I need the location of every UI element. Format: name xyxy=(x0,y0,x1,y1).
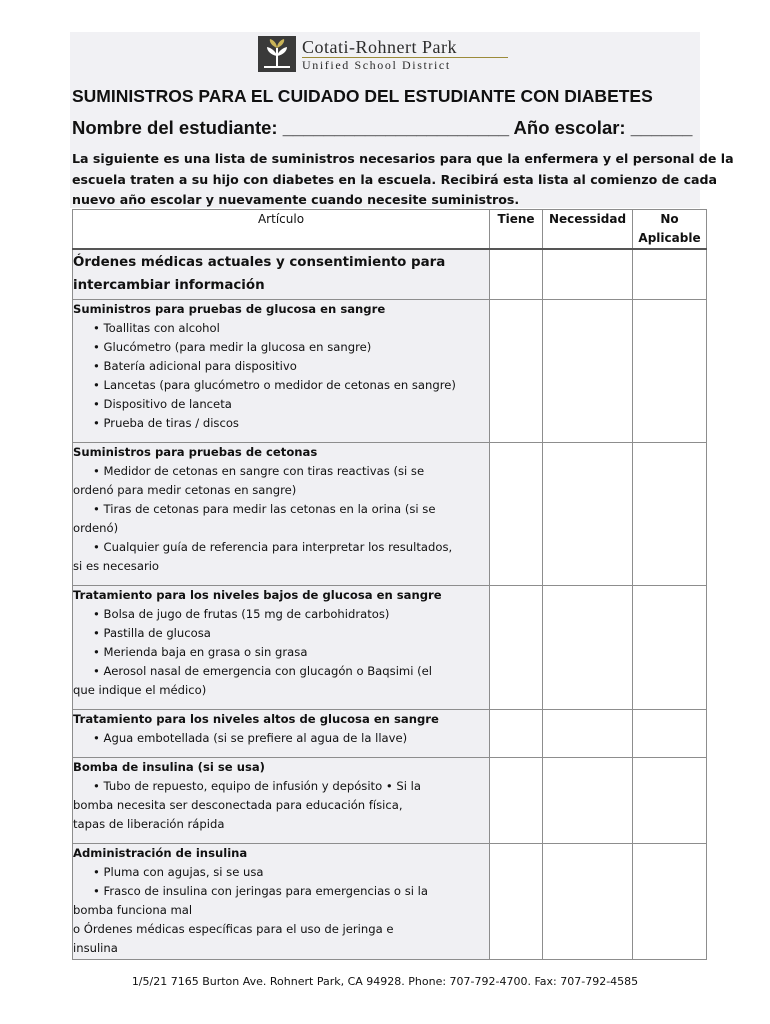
intro-line: escuela traten a su hijo con diabetes en la escuela. Recibirá esta lista al comienzo de cada xyxy=(72,171,718,187)
item-line: insulina xyxy=(73,940,118,955)
item-description xyxy=(73,843,490,959)
item-title: Tratamiento para los niveles altos de glucosa en sangre xyxy=(73,711,439,726)
item-line: • Aerosol nasal de emergencia con glucagón o Baqsimi (el xyxy=(93,663,432,678)
item-line: • Lancetas (para glucómetro o medidor de cetonas en sangre) xyxy=(93,377,456,392)
item-title: intercambiar información xyxy=(73,278,265,293)
table-row xyxy=(73,843,707,959)
item-line: o Órdenes médicas específicas para el uso de jeringa e xyxy=(73,921,394,936)
item-title: Órdenes médicas actuales y consentimiento para xyxy=(73,255,446,270)
table-header-row xyxy=(73,210,707,250)
item-title: Bomba de insulina (si se usa) xyxy=(73,759,265,774)
table-row xyxy=(73,585,707,709)
item-line: • Tubo de repuesto, equipo de infusión y depósito • Si la xyxy=(93,778,421,793)
item-description xyxy=(73,757,490,843)
document-title: SUMINISTROS PARA EL CUIDADO DEL ESTUDIANTE CON DIABETES xyxy=(72,86,653,106)
necessidad-cell[interactable] xyxy=(543,709,633,757)
tiene-cell[interactable] xyxy=(490,709,543,757)
item-line: • Tiras de cetonas para medir las cetonas en la orina (si se xyxy=(93,501,436,516)
header-no-label: No xyxy=(660,212,679,226)
item-line: tapas de liberación rápida xyxy=(73,816,225,831)
item-line: ordenó para medir cetonas en sangre) xyxy=(73,482,297,497)
item-description xyxy=(73,585,490,709)
item-line: • Frasco de insulina con jeringas para emergencias o si la xyxy=(93,883,428,898)
table-row xyxy=(73,249,707,299)
item-line: si es necesario xyxy=(73,558,160,573)
item-line: • Merienda baja en grasa o sin grasa xyxy=(93,644,308,659)
item-line: ordenó) xyxy=(73,520,119,535)
table-row xyxy=(73,757,707,843)
no-aplicable-cell[interactable] xyxy=(633,299,707,442)
tiene-cell[interactable] xyxy=(490,249,543,299)
header-article: Artículo xyxy=(73,210,490,250)
intro-line: La siguiente es una lista de suministros necesarios para que la enfermera y el personal de la xyxy=(72,151,734,166)
tiene-cell[interactable] xyxy=(490,843,543,959)
item-line: • Cualquier guía de referencia para interpretar los resultados, xyxy=(93,539,453,554)
item-line: • Batería adicional para dispositivo xyxy=(93,358,297,373)
item-title: Suministros para pruebas de cetonas xyxy=(73,444,318,459)
header-no-aplicable xyxy=(633,210,707,250)
no-aplicable-cell[interactable] xyxy=(633,709,707,757)
item-line: • Prueba de tiras / discos xyxy=(93,415,239,430)
tiene-cell[interactable] xyxy=(490,299,543,442)
item-line: • Dispositivo de lanceta xyxy=(93,396,232,411)
no-aplicable-cell[interactable] xyxy=(633,757,707,843)
necessidad-cell[interactable] xyxy=(543,249,633,299)
no-aplicable-cell[interactable] xyxy=(633,843,707,959)
table-row xyxy=(73,442,707,585)
item-line: bomba funciona mal xyxy=(73,902,193,917)
item-title: Tratamiento para los niveles bajos de glucosa en sangre xyxy=(73,587,442,602)
tiene-cell[interactable] xyxy=(490,757,543,843)
item-description xyxy=(73,299,490,442)
header-necessidad: Necessidad xyxy=(543,210,633,250)
tiene-cell[interactable] xyxy=(490,585,543,709)
item-title: Suministros para pruebas de glucosa en sangre xyxy=(73,301,386,316)
item-line: bomba necesita ser desconectada para educación física, xyxy=(73,797,403,812)
item-line: • Bolsa de jugo de frutas (15 mg de carbohidratos) xyxy=(93,606,390,621)
table-row xyxy=(73,709,707,757)
item-line: • Toallitas con alcohol xyxy=(93,320,220,335)
item-line: • Agua embotellada (si se prefiere al agua de la llave) xyxy=(93,730,408,745)
table-row xyxy=(73,299,707,442)
header-aplicable-label: Aplicable xyxy=(638,231,701,245)
intro-paragraph xyxy=(72,149,734,211)
necessidad-cell[interactable] xyxy=(543,843,633,959)
item-line: • Pastilla de glucosa xyxy=(93,625,211,640)
necessidad-cell[interactable] xyxy=(543,757,633,843)
item-title: Administración de insulina xyxy=(73,845,248,860)
student-name-line: Nombre del estudiante: ______________________ Año escolar: ______ xyxy=(72,117,693,138)
logo-district-subtitle: Unified School District xyxy=(302,58,451,72)
necessidad-cell[interactable] xyxy=(543,442,633,585)
supplies-table xyxy=(72,209,707,960)
item-line: • Medidor de cetonas en sangre con tiras reactivas (si se xyxy=(93,463,425,478)
necessidad-cell[interactable] xyxy=(543,299,633,442)
district-logo xyxy=(258,36,518,72)
item-line: que indique el médico) xyxy=(73,682,207,697)
item-description xyxy=(73,249,490,299)
leaf-icon xyxy=(258,36,296,72)
necessidad-cell[interactable] xyxy=(543,585,633,709)
item-description xyxy=(73,709,490,757)
logo-district-name: Cotati-Rohnert Park xyxy=(302,37,457,57)
header-tiene: Tiene xyxy=(490,210,543,250)
tiene-cell[interactable] xyxy=(490,442,543,585)
item-line: • Pluma con agujas, si se usa xyxy=(93,864,264,879)
page-footer: 1/5/21 7165 Burton Ave. Rohnert Park, CA 94928. Phone: 707-792-4700. Fax: 707-792-4585 xyxy=(131,975,639,988)
item-description xyxy=(73,442,490,585)
intro-line: nuevo año escolar y nuevamente cuando necesite suministros. xyxy=(72,192,520,207)
no-aplicable-cell[interactable] xyxy=(633,442,707,585)
no-aplicable-cell[interactable] xyxy=(633,585,707,709)
item-line: • Glucómetro (para medir la glucosa en sangre) xyxy=(93,339,372,354)
no-aplicable-cell[interactable] xyxy=(633,249,707,299)
